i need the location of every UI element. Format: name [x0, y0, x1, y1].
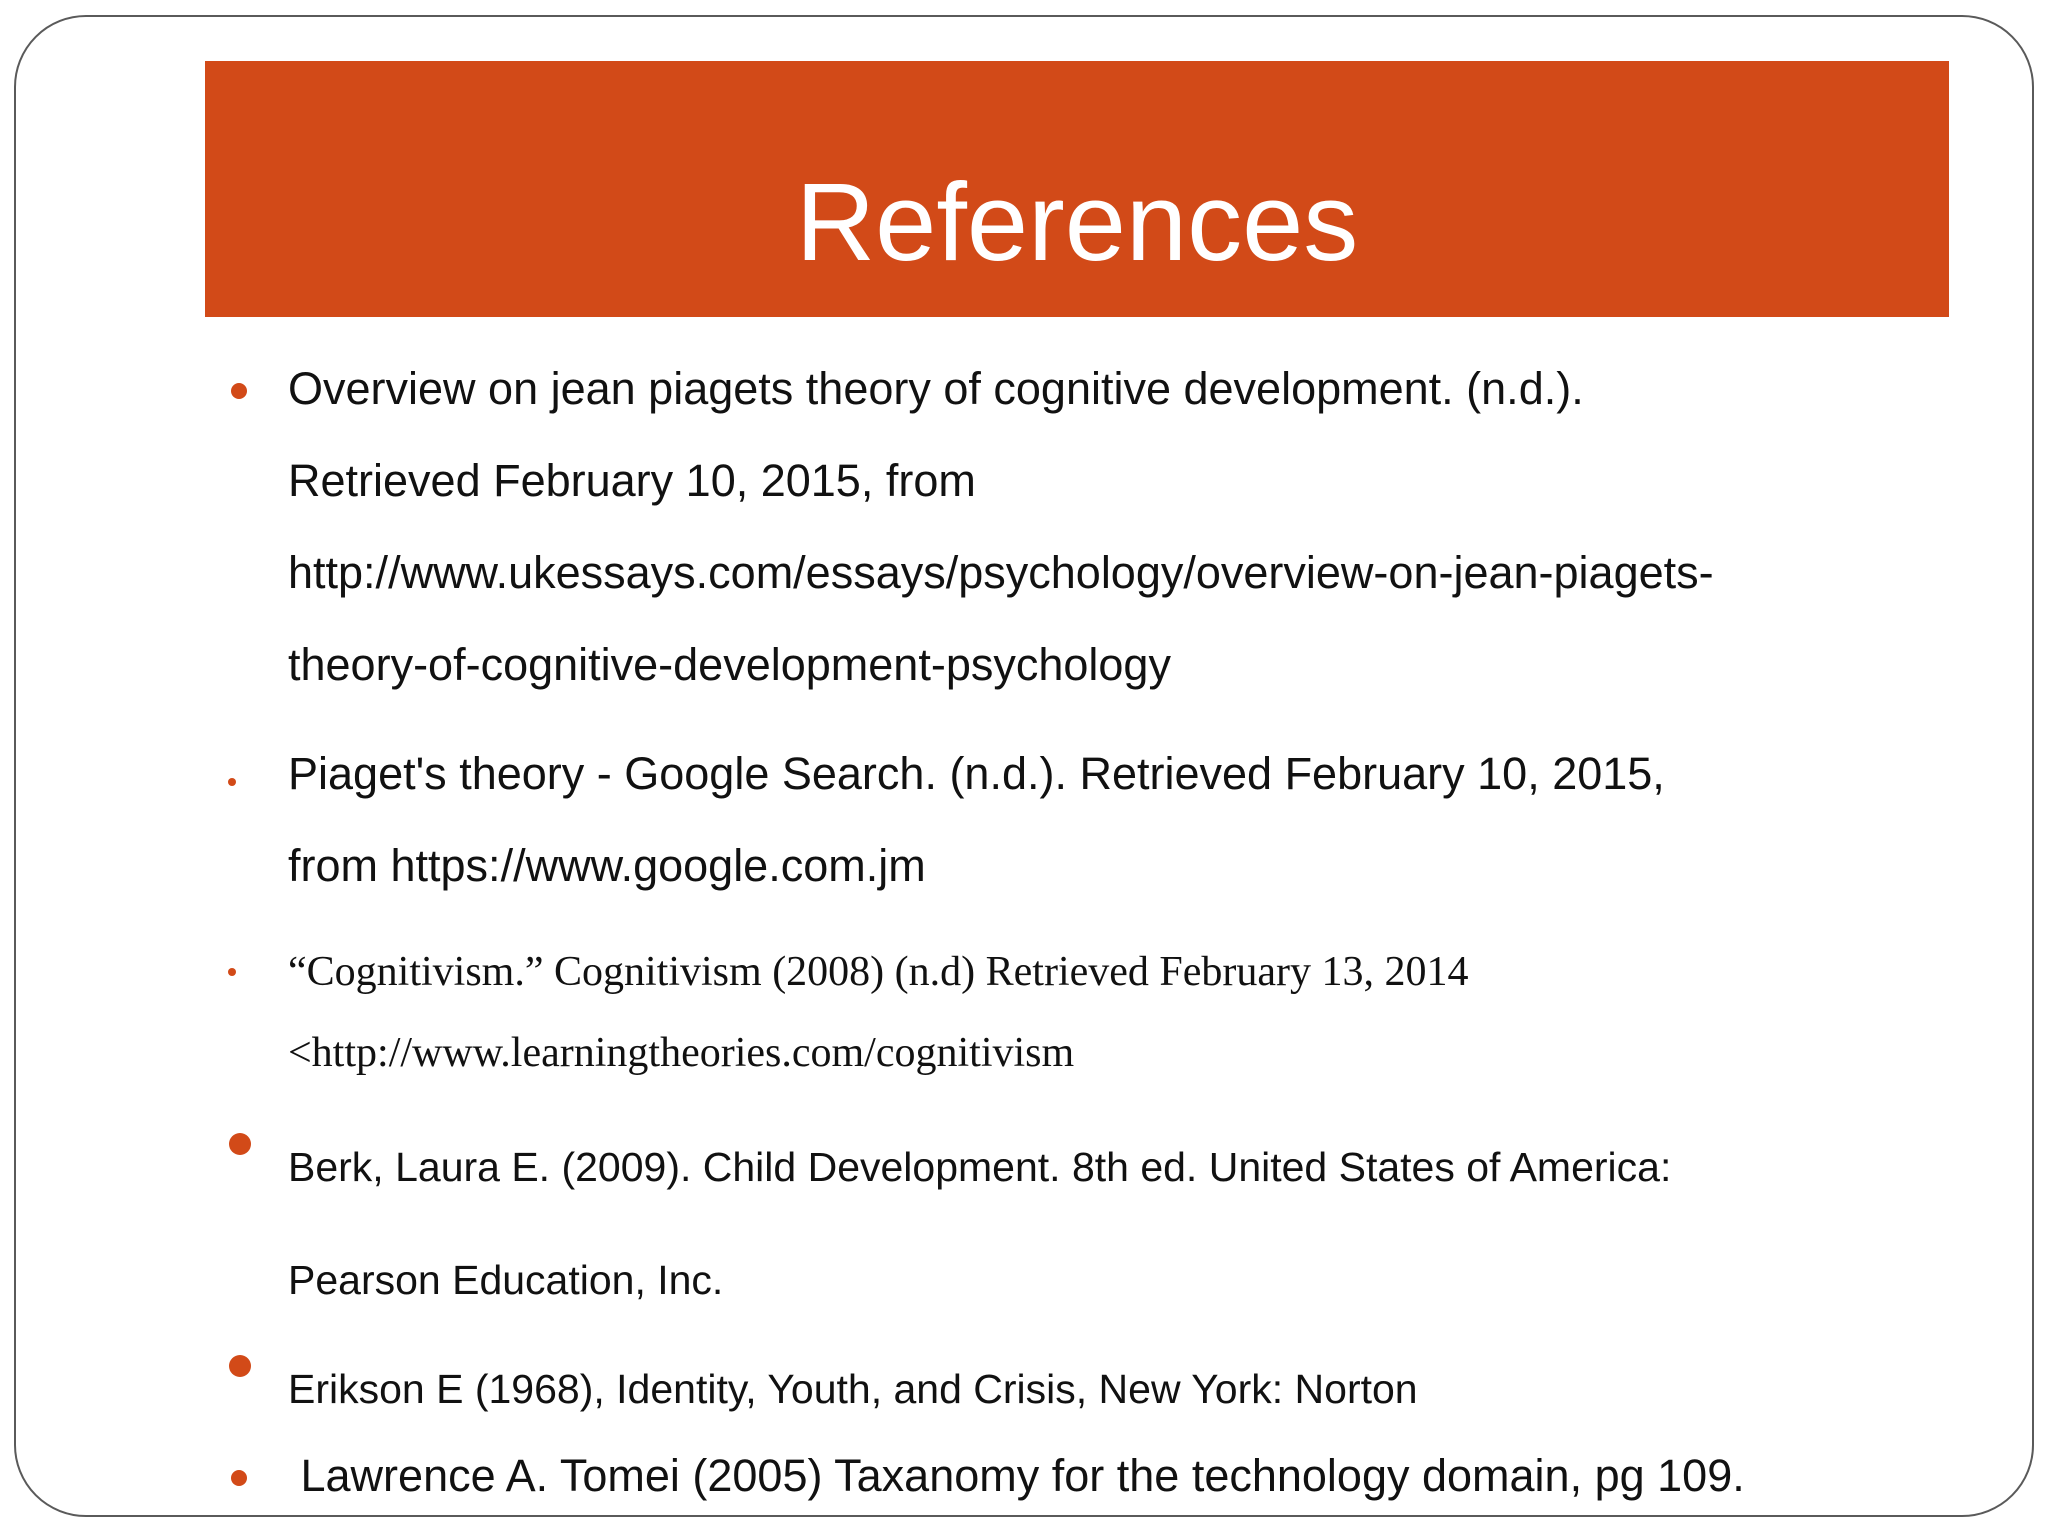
- bullet-icon: [228, 778, 236, 786]
- reference-line: from https://www.google.com.jm: [288, 840, 926, 891]
- reference-line: Overview on jean piagets theory of cognitive development. (n.d.).: [288, 363, 1584, 414]
- bullet-icon: [228, 968, 236, 976]
- reference-line: Piaget's theory - Google Search. (n.d.). Retrieved February 10, 2015,: [288, 748, 1665, 799]
- reference-line: http://www.ukessays.com/essays/psychology/overview-on-jean-piagets-: [288, 547, 1714, 598]
- reference-line: Erikson E (1968), Identity, Youth, and Crisis, New York: Norton: [288, 1366, 1418, 1412]
- slide-title: References: [795, 161, 1359, 284]
- reference-line: Pearson Education, Inc.: [288, 1257, 724, 1303]
- reference-line: “Cognitivism.” Cognitivism (2008) (n.d) Retrieved February 13, 2014: [288, 949, 1469, 995]
- bullet-icon: [231, 1470, 247, 1486]
- reference-line: <http://www.learningtheories.com/cognitivism: [288, 1030, 1075, 1076]
- bullet-icon: [229, 1133, 251, 1155]
- bullet-icon: [231, 383, 247, 399]
- reference-line: Retrieved February 10, 2015, from: [288, 455, 976, 506]
- reference-line: Lawrence A. Tomei (2005) Taxanomy for the technology domain, pg 109.: [288, 1450, 1745, 1501]
- bullet-icon: [229, 1355, 251, 1377]
- reference-line: theory-of-cognitive-development-psychology: [288, 639, 1171, 690]
- reference-line: Berk, Laura E. (2009). Child Development. 8th ed. United States of America:: [288, 1144, 1672, 1190]
